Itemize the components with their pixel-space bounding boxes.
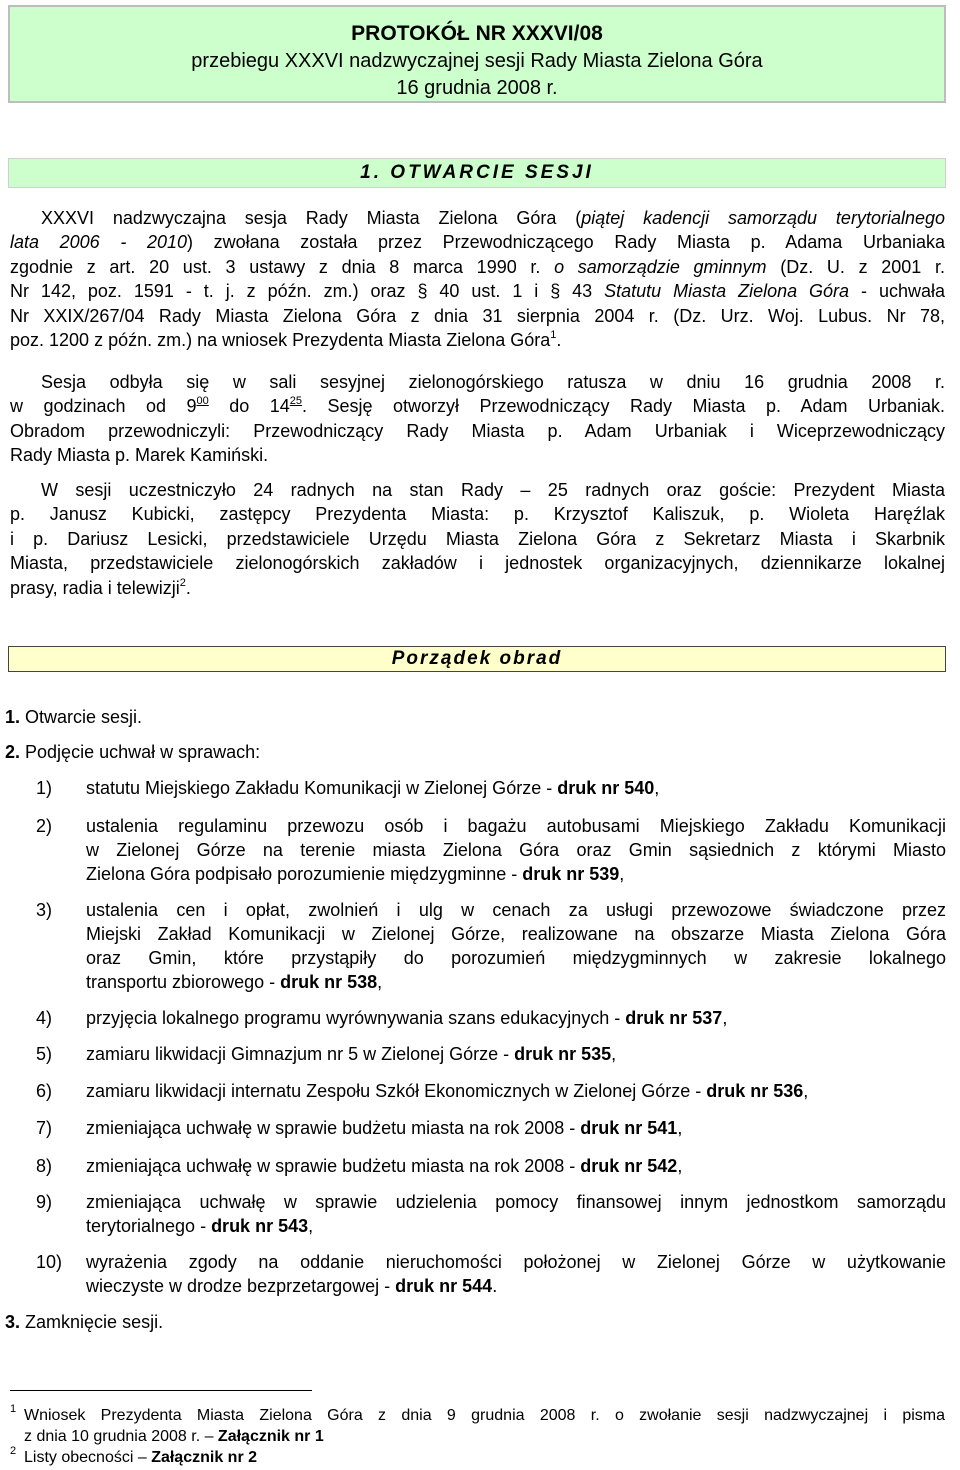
footnote-mark: 1 (10, 1403, 17, 1415)
agenda-item-3: 3. Zamknięcie sesji. (5, 1312, 164, 1332)
agenda-subitem-number: 2) (36, 816, 53, 836)
intro-line: zgodnie z art. 20 ust. 3 ustawy z dnia 8 marca 1990 r. o samorządzie gminnym (Dz. U. z 2001 r. (10, 256, 945, 277)
agenda-item-2: 2. Podjęcie uchwał w sprawach: (5, 742, 261, 762)
protocol-date: 16 grudnia 2008 r. (396, 77, 558, 99)
footnote-text: Wniosek Prezydenta Miasta Zielona Góra z dnia 9 grudnia 2008 r. o zwołanie sesji nadzwyczajnej i pisma (24, 1407, 945, 1424)
agenda-subitem (36, 1116, 946, 1140)
intro-line: XXXVI nadzwyczajna sesja Rady Miasta Zielona Góra (piątej kadencji samorządu terytorialnego (41, 208, 945, 228)
attendance-line: p. Janusz Kubicki, zastępcy Prezydenta Miasta: p. Krzysztof Kaliszuk, p. Wioleta Haręźlak (10, 504, 945, 525)
agenda-subitem-number: 6) (36, 1081, 53, 1101)
footnote-text: z dnia 10 grudnia 2008 r. – Załącznik nr 1 (24, 1428, 324, 1445)
agenda-subitem-line: statutu Miejskiego Zakładu Komunikacji w Zielonej Górze - druk nr 540, (86, 778, 660, 798)
druk-reference: druk nr 544 (395, 1276, 493, 1296)
agenda-subitem-text (86, 1154, 946, 1178)
footnote-ref-2: 2 (179, 576, 186, 589)
protocol-header (8, 5, 946, 103)
agenda-subitem-line: Zielona Góra podpisało porozumienie międzygminne - druk nr 539, (86, 864, 625, 884)
intro-line: Nr XXIX/267/04 Rady Miasta Zielona Góra z dnia 31 sierpnia 2004 r. (Dz. Urz. Woj. Lubus. Nr 78, (10, 305, 945, 326)
session-line: Sesja odbyła się w sali sesyjnej zielonogórskiego ratusza w dniu 16 grudnia 2008 r. (41, 372, 945, 392)
druk-reference: druk nr 535 (514, 1044, 612, 1064)
druk-reference: druk nr 543 (211, 1216, 309, 1236)
agenda-subitem (36, 898, 946, 994)
session-line: Rady Miasta p. Marek Kamiński. (10, 445, 269, 466)
agenda-subitem (36, 1042, 946, 1066)
agenda-subitem-line: ustalenia cen i opłat, zwolnień i ulg w cenach za usługi przewozowe świadczone przez (86, 900, 946, 920)
agenda-subitem-text (86, 1079, 946, 1103)
intro-paragraph (10, 206, 945, 352)
footnote-ref-1: 1 (550, 329, 557, 342)
druk-reference: druk nr 538 (280, 972, 378, 992)
agenda-subitem-text (86, 814, 946, 886)
agenda-subitem-number: 8) (36, 1156, 53, 1176)
agenda-heading: Porządek obrad (8, 646, 946, 672)
agenda-subitem-text (86, 1190, 946, 1238)
druk-reference: druk nr 539 (522, 864, 620, 884)
druk-reference: druk nr 542 (580, 1156, 678, 1176)
attendance-line: Miasta, przedstawiciele zielonogórskich zakładów i jednostek organizacyjnych, dziennikarze lokalnej (10, 553, 945, 574)
footnote-2 (10, 1447, 945, 1468)
agenda-subitem-line: ustalenia regulaminu przewozu osób i bagażu autobusami Miejskiego Zakładu Komunikacji (86, 816, 946, 836)
intro-line: poz. 1200 z późn. zm.) na wniosek Prezydenta Miasta Zielona Góra$^1$. (10, 329, 562, 351)
agenda-subitem-line: transportu zbiorowego - druk nr 538, (86, 972, 383, 992)
intro-line: lata 2006 - 2010) zwołana została przez Przewodniczącego Rady Miasta p. Adama Urbaniaka (10, 232, 945, 253)
agenda-subitem-number: 10) (36, 1252, 63, 1272)
footnote-text: Listy obecności – Załącznik nr 2 (24, 1449, 258, 1466)
attendance-line: W sesji uczestniczyło 24 radnych na stan Rady – 25 radnych oraz goście: Prezydent Miasta (41, 480, 945, 500)
agenda-subitem-line: oraz Gmin, które przystąpiły do porozumień międzygminnych w zakresie lokalnego (86, 948, 946, 968)
agenda-subitem-line: wieczyste w drodze bezprzetargowej - druk nr 544. (86, 1276, 498, 1296)
agenda-item-1: 1. Otwarcie sesji. (5, 707, 143, 727)
footnote-separator (10, 1390, 312, 1391)
agenda-subitem-line: terytorialnego - druk nr 543, (86, 1216, 314, 1236)
druk-reference: druk nr 541 (580, 1118, 678, 1138)
agenda-subitem-text (86, 1250, 946, 1298)
session-line: w godzinach od $9^{00}$ do $14^{25}$. Sesję otworzył Przewodniczący Rady Miasta p. Adam Urbaniak. (10, 395, 945, 417)
druk-reference: druk nr 537 (625, 1008, 723, 1028)
agenda-subitem (36, 1006, 946, 1030)
agenda-subitem-number: 1) (36, 778, 53, 798)
agenda-subitem-line: przyjęcia lokalnego programu wyrównywania szans edukacyjnych - druk nr 537, (86, 1008, 728, 1028)
agenda-subitem (36, 814, 946, 886)
agenda-subitem-text (86, 1006, 946, 1030)
agenda-subitem-text (86, 1042, 946, 1066)
agenda-subitem (36, 1190, 946, 1238)
druk-reference: druk nr 540 (557, 778, 655, 798)
attendance-line: prasy, radia i telewizji$^2$. (10, 576, 191, 598)
druk-reference: druk nr 536 (706, 1081, 804, 1101)
agenda-subitem-line: zamiaru likwidacji internatu Zespołu Szkół Ekonomicznych w Zielonej Górze - druk nr 536, (86, 1081, 809, 1101)
agenda-subitem-number: 9) (36, 1192, 53, 1212)
agenda-subitem-line: zmieniająca uchwałę w sprawie udzielenia pomocy finansowej innym jednostkom samorządu (86, 1192, 946, 1212)
protocol-title: PROTOKÓŁ NR XXXVI/08 (351, 22, 603, 45)
agenda-subitem-text (86, 776, 946, 800)
agenda-subitem (36, 1079, 946, 1103)
agenda-subitem (36, 1250, 946, 1298)
agenda-subitem-text (86, 898, 946, 994)
agenda-subitem-line: zmieniająca uchwałę w sprawie budżetu miasta na rok 2008 - druk nr 542, (86, 1156, 683, 1176)
intro-line: Nr 142, poz. 1591 - t. j. z późn. zm.) oraz § 40 ust. 1 i § 43 Statutu Miasta Zielona Góra - uchwała (10, 281, 945, 302)
section-heading-opening: 1. OTWARCIE SESJI (8, 158, 946, 188)
agenda-subitem (36, 776, 946, 800)
agenda-subitem-line: Miejski Zakład Komunikacji w Zielonej Górze, realizowane na obszarze Miasta Zielona Góra (86, 924, 946, 944)
protocol-subtitle: przebiegu XXXVI nadzwyczajnej sesji Rady Miasta Zielona Góra (191, 50, 763, 72)
agenda-subitem-text (86, 1116, 946, 1140)
attendance-paragraph (10, 478, 945, 600)
agenda-subitem-number: 3) (36, 900, 53, 920)
agenda-subitem-line: w Zielonej Górze na terenie miasta Zielona Góra oraz Gmin sąsiednich z którymi Miasto (86, 840, 946, 860)
footnote-mark: 2 (10, 1445, 17, 1457)
agenda-subitem-line: zamiaru likwidacji Gimnazjum nr 5 w Zielonej Górze - druk nr 535, (86, 1044, 617, 1064)
agenda-subitem-line: zmieniająca uchwałę w sprawie budżetu miasta na rok 2008 - druk nr 541, (86, 1118, 683, 1138)
footnote-1 (10, 1405, 945, 1447)
agenda-subitem-number: 5) (36, 1044, 53, 1064)
agenda-subitem (36, 1154, 946, 1178)
agenda-subitem-number: 7) (36, 1118, 53, 1138)
agenda-subitem-number: 4) (36, 1008, 53, 1028)
session-line: Obradom przewodniczyli: Przewodniczący Rady Miasta p. Adam Urbaniak i Wiceprzewodniczący (10, 420, 945, 441)
agenda-subitem-line: wyrażenia zgody na oddanie nieruchomości położonej w Zielonej Górze w użytkowanie (86, 1252, 946, 1272)
session-paragraph (10, 370, 945, 468)
attendance-line: i p. Dariusz Lesicki, przedstawiciele Urzędu Miasta Zielona Góra z Sekretarz Miasta i Skarbnik (10, 528, 945, 549)
